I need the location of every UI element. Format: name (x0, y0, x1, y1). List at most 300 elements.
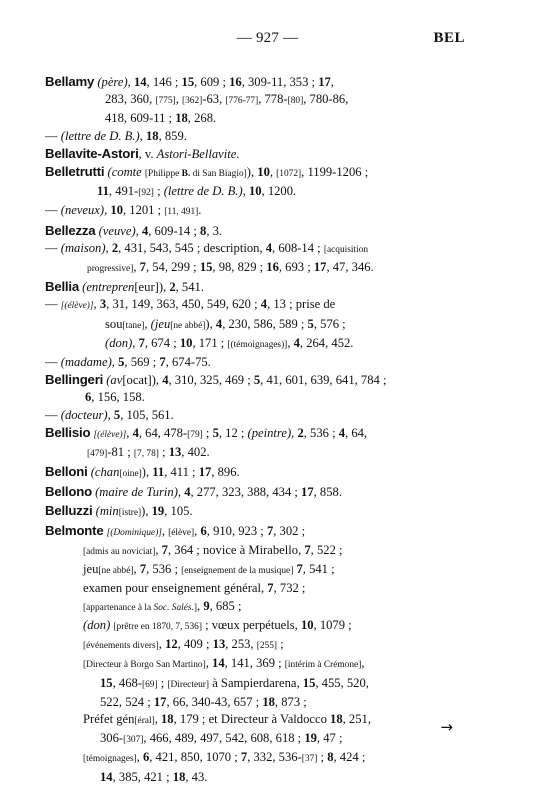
entry-text: , (194, 523, 201, 538)
entry-text: , (205, 656, 213, 671)
entry-text: ; vœux perpétuels, (201, 617, 301, 632)
entry-line (45, 371, 465, 389)
entry-text: , 674-75. (165, 355, 211, 370)
entry-text: 19 (151, 503, 165, 518)
entry-text: [(témoignages)] (227, 339, 288, 350)
entry-text: 5 (118, 355, 125, 370)
entry-text: — (45, 407, 61, 422)
entry-text: 15 (181, 75, 195, 89)
entry-text: 7 (304, 543, 311, 558)
entry-text: 4 (162, 373, 169, 388)
entry-text: 15 (100, 675, 113, 690)
entry-line (45, 145, 465, 163)
entry-text: 4 (338, 425, 346, 440)
entry-text: , (158, 637, 166, 652)
entry-text: [admis au noviciat] (83, 547, 156, 558)
entry-text: , 431, 543, 545 ; description, (118, 240, 266, 255)
index-subentry (45, 240, 465, 278)
entry-text: (maire de Turin), (91, 485, 185, 500)
entry-text: 14 (133, 75, 147, 89)
entry-line (45, 522, 465, 542)
entry-text: [ocat] (122, 373, 152, 388)
entry-text: 7 (267, 581, 274, 596)
entry-text: 16 (229, 75, 242, 89)
entry-text: [appartenance à la (83, 602, 154, 613)
index-entry (45, 502, 465, 522)
entry-text: (neveux), (60, 203, 111, 218)
entry-line (45, 730, 465, 749)
headword: Belloni (45, 464, 88, 480)
index-subentry (45, 354, 465, 371)
entry-text: 7 (139, 562, 147, 577)
entry-text: (peintre), (247, 425, 298, 440)
entry-text: , 64, 478- (138, 425, 188, 440)
index-subentry (45, 202, 465, 221)
entry-text: 10 (248, 184, 262, 199)
entry-line (45, 711, 465, 730)
entry-text: , 146 ; (146, 75, 182, 89)
entry-text: [307] (123, 735, 144, 746)
entry-text: , (154, 711, 161, 726)
entry-text: [oine] (119, 469, 142, 480)
entry-text: 8 (327, 750, 334, 765)
entry-text: , 732 ; (273, 581, 306, 596)
entry-text: , 310, 325, 469 ; (168, 373, 254, 388)
entry-text: 9 (203, 598, 210, 613)
entry-text: , 268. (187, 111, 217, 126)
entry-text: [Directeur] (167, 679, 210, 690)
index-entry (45, 278, 465, 296)
entry-text: , 385, 421 ; (112, 769, 173, 784)
entry-text: , 253, (225, 637, 257, 652)
entry-line (45, 128, 465, 145)
index-subentry (45, 407, 465, 424)
entry-line (45, 769, 465, 786)
entry-text: [479] (87, 449, 108, 460)
entry-line (45, 240, 465, 259)
entry-text: Soc. Salés. (153, 602, 194, 613)
entry-text: , 13 ; prise de (267, 297, 336, 312)
index-entry (45, 145, 465, 163)
entry-line (45, 73, 465, 91)
entry-text: 2 (297, 425, 304, 440)
entry-text: [istre] (118, 507, 142, 518)
entry-text: 13 (168, 445, 182, 460)
entry-text: , 536 ; (303, 425, 339, 440)
entry-text: ), (151, 373, 163, 388)
entry-text: , (161, 523, 169, 538)
entry-text: , 1201 ; (122, 203, 165, 218)
entry-text: , 41, 601, 639, 641, 784 ; (260, 373, 387, 388)
entry-text: , 780-86, (303, 92, 349, 107)
entry-text: ; (157, 675, 168, 690)
entry-text: 17 (313, 260, 327, 275)
entry-text: 5 (253, 373, 261, 388)
entry-text: , 230, 586, 589 ; (222, 316, 308, 331)
entry-text: 3 (99, 297, 107, 312)
entry-text: — (45, 297, 61, 312)
entry-line (45, 110, 465, 127)
index-entry (45, 463, 465, 483)
entry-line (45, 655, 465, 674)
entry-text: , 54, 299 ; (145, 260, 200, 275)
entry-text: , (269, 165, 277, 180)
headword: Bellisio (45, 424, 91, 440)
entry-text: , 421, 850, 1070 ; (149, 750, 241, 765)
entry-text: , (197, 598, 204, 613)
entry-text: , (144, 316, 151, 331)
headword: Bellia (45, 279, 79, 295)
entry-line (45, 163, 465, 183)
entry-text: , 455, 520, (315, 675, 369, 690)
entry-line (45, 483, 465, 501)
entry-text: , (330, 75, 334, 89)
entry-text: 6 (200, 523, 207, 538)
entry-text: [80] (287, 96, 304, 107)
entry-text: 11 (152, 465, 165, 480)
entry-text: 5 (113, 407, 121, 422)
entry-text: , 896. (211, 465, 240, 480)
index-entries (45, 73, 465, 786)
entry-text: , 522 ; (310, 543, 343, 558)
entry-text: 10 (300, 617, 314, 632)
entry-text: , 685 ; (209, 598, 242, 613)
entry-text: , 64, (345, 425, 368, 440)
entry-text: , (175, 92, 182, 107)
entry-text: 13 (212, 637, 226, 652)
index-entry (45, 424, 465, 463)
entry-text: [11, 491] (164, 207, 199, 218)
entry-text: 18 (175, 111, 188, 126)
entry-text: 18 (161, 711, 174, 726)
index-entry (45, 483, 465, 501)
entry-text: (comte (104, 165, 145, 180)
entry-text: , 1079 ; (313, 617, 352, 632)
entry-text: 4 (293, 335, 300, 350)
entry-text: , (361, 656, 365, 671)
entry-text: [Philippe (144, 169, 182, 180)
entry-line (45, 749, 465, 768)
entry-text: jeu (83, 562, 99, 577)
entry-line (45, 444, 465, 463)
entry-text: , 608-14 ; (272, 240, 324, 255)
entry-text: (lettre de D. B.), (163, 184, 249, 199)
entry-text: , 1200. (261, 184, 297, 199)
entry-line (45, 580, 465, 597)
entry-text: Préfet gén (83, 711, 135, 726)
headword: Belmonte (45, 522, 104, 538)
entry-text: 17 (318, 75, 331, 89)
entry-text: [362] (181, 96, 203, 107)
entry-text: [255] (256, 641, 278, 652)
entry-text: 14 (100, 769, 113, 784)
entry-line (45, 335, 465, 354)
entry-text: 7 (139, 260, 146, 275)
entry-text: , 3. (206, 223, 223, 238)
entry-text: , 778- (258, 92, 288, 107)
index-entry (45, 222, 465, 240)
entry-line (45, 407, 465, 424)
entry-text: 18 (172, 769, 186, 784)
entry-text: 6 (85, 390, 92, 405)
entry-line (45, 202, 465, 221)
entry-text: [7, 78] (133, 449, 159, 460)
index-entry (45, 371, 465, 406)
headword: Bellono (45, 484, 92, 500)
entry-line (45, 675, 465, 694)
entry-text: , (155, 543, 162, 558)
entry-text: (madame), (60, 355, 119, 370)
entry-text: [témoignages] (83, 754, 137, 765)
entry-text: 4 (141, 223, 149, 238)
entry-text: , 693 ; (278, 260, 314, 275)
entry-text: (lettre de D. B.), (60, 128, 146, 143)
entry-text: , (126, 425, 133, 440)
entry-text: B. (181, 169, 191, 180)
entry-text: [élève] (168, 527, 195, 538)
entry-line (45, 502, 465, 522)
entry-text: (entrepren (78, 280, 135, 295)
entry-text: [eur] (134, 280, 159, 295)
entry-text: , 674 ; (144, 335, 180, 350)
entry-text: di San Biagio] (190, 169, 247, 180)
entry-text: , 609 ; (194, 75, 230, 89)
entry-text: 306- (100, 731, 124, 746)
entry-text: sou (105, 316, 123, 331)
entry-text: ; (202, 425, 213, 440)
entry-text: -81 ; (107, 445, 134, 460)
entry-text: 19 (304, 731, 317, 746)
entry-text: 17 (301, 485, 314, 500)
entry-text: 4 (265, 240, 273, 255)
entry-text: , 468- (112, 675, 142, 690)
entry-text: , 66, 340-43, 657 ; (166, 694, 263, 709)
entry-text: (père), (97, 75, 134, 89)
entry-line (45, 296, 465, 315)
entry-text: 4 (132, 425, 139, 440)
entry-text: à Sampierdarena, (209, 675, 303, 690)
entry-text: (don) (83, 617, 114, 632)
entry-text: 10 (110, 203, 123, 218)
entry-text: (chan (87, 465, 120, 480)
entry-text: , 105. (164, 503, 193, 518)
running-head: BEL (433, 30, 465, 46)
entry-text: ; (158, 445, 169, 460)
entry-text: 14 (212, 656, 225, 671)
entry-text: [éral] (134, 715, 155, 726)
entry-text: (don), (105, 335, 139, 350)
entry-text: [(élève)] (93, 429, 127, 440)
headword: Belluzzi (45, 502, 93, 518)
entry-text: 10 (179, 335, 193, 350)
entry-text: -63, (202, 92, 226, 107)
entry-text: 18 (262, 694, 275, 709)
entry-text: (docteur), (60, 407, 114, 422)
entry-text: , 569 ; (124, 355, 160, 370)
entry-text: [(élève)] (60, 301, 94, 312)
entry-text: . (198, 203, 202, 218)
entry-text: ), (246, 165, 258, 180)
entry-text: , 171 ; (192, 335, 228, 350)
entry-text: , 156, 158. (91, 390, 145, 405)
entry-text: [intérim à Crémone] (284, 660, 362, 671)
headword: Bellingeri (45, 372, 104, 388)
entry-text: ), (141, 465, 153, 480)
entry-text: 2 (169, 280, 176, 295)
entry-line (45, 278, 465, 296)
entry-text: , 491- (108, 184, 139, 199)
entry-text: 5 (307, 316, 314, 331)
entry-text: (veuve), (95, 223, 142, 238)
entry-text: 522, 524 ; (100, 694, 154, 709)
entry-text: — (45, 203, 61, 218)
entry-text: — (45, 240, 61, 255)
entry-text: , 47, 346. (326, 260, 374, 275)
entry-text: , 264, 452. (299, 335, 354, 350)
headword: Bellezza (45, 222, 96, 238)
entry-text: ), (158, 280, 170, 295)
entry-text: 18 (330, 711, 343, 726)
entry-text: ] (193, 602, 198, 613)
entry-line (45, 91, 465, 110)
entry-text: , 541 ; (302, 562, 335, 577)
entry-text: , 332, 536- (247, 750, 302, 765)
entry-line (45, 183, 465, 202)
entry-text: , 609-14 ; (148, 223, 201, 238)
entry-text: ), (141, 503, 152, 518)
entry-text: 7 (240, 750, 248, 765)
entry-line (45, 424, 465, 444)
headword: Bellamy (45, 74, 95, 89)
entry-text: 7 (266, 523, 274, 538)
entry-text: , 98, 829 ; (212, 260, 267, 275)
index-subentry (45, 296, 465, 354)
entry-line (45, 694, 465, 711)
entry-text: 2 (111, 240, 119, 255)
continuation-arrow-icon: → (440, 718, 453, 736)
entry-text: [776-77] (225, 96, 259, 107)
entry-text: , (133, 562, 140, 577)
entry-text: , (133, 260, 140, 275)
entry-line (45, 542, 465, 561)
entry-text: , 141, 369 ; (224, 656, 285, 671)
entry-text: ; (317, 750, 328, 765)
entry-text: [ne abbé] (170, 320, 206, 331)
entry-text: ; (277, 637, 284, 652)
entry-text: , 402. (181, 445, 210, 460)
entry-text: 11 (97, 184, 109, 199)
entry-text: , 1199-1206 ; (301, 165, 369, 180)
entry-text: [ne abbé] (98, 566, 134, 577)
entry-text: , 873 ; (274, 694, 307, 709)
entry-text: [79] (187, 429, 203, 440)
entry-text: , 859. (158, 128, 187, 143)
entry-text: [acquisition (323, 244, 369, 255)
entry-text: , 12 ; (218, 425, 248, 440)
entry-line (45, 316, 465, 335)
entry-text: , 277, 323, 388, 434 ; (190, 485, 302, 500)
entry-text: , (136, 750, 143, 765)
entry-text: [1072] (276, 169, 302, 180)
entry-text: 15 (199, 260, 213, 275)
entry-line (45, 354, 465, 371)
headword: Bellavite-Astori (45, 145, 139, 161)
entry-line (45, 222, 465, 240)
entry-text: 7 (159, 355, 166, 370)
entry-line (45, 617, 465, 636)
entry-text: , 43. (185, 769, 208, 784)
entry-text: [775] (155, 96, 176, 107)
entry-text: , 309-11, 353 ; (241, 75, 319, 89)
index-entry (45, 73, 465, 128)
entry-text: 16 (266, 260, 279, 275)
index-entry (45, 522, 465, 786)
entry-text: [prêtre en 1870, 7, 536] (113, 621, 202, 632)
entry-text: , 302 ; (273, 523, 306, 538)
page-header (0, 30, 535, 50)
entry-text: (av (103, 373, 123, 388)
entry-text: 17 (198, 465, 212, 480)
entry-text: (min (92, 503, 119, 518)
entry-line (45, 561, 465, 580)
entry-text: 5 (212, 425, 219, 440)
entry-text: , 179 ; et Directeur à Valdocco (173, 711, 331, 726)
entry-text: 4 (215, 316, 223, 331)
index-entry (45, 163, 465, 202)
entry-line (45, 463, 465, 483)
entry-text: , 541. (175, 280, 204, 295)
entry-text: [tane] (122, 320, 145, 331)
entry-text: [92] (138, 188, 154, 199)
entry-text: examen pour enseignement général, (83, 581, 268, 596)
page-number: — 927 — (236, 30, 299, 46)
index-subentry (45, 128, 465, 145)
entry-text: , 576 ; (313, 316, 346, 331)
entry-text: 4 (184, 485, 191, 500)
entry-text: , 105, 561. (120, 407, 174, 422)
entry-text: 12 (165, 637, 178, 652)
entry-text: , 409 ; (177, 637, 213, 652)
entry-text: , 47 ; (316, 731, 343, 746)
entry-text: 7 (161, 543, 168, 558)
headword: Belletrutti (45, 164, 105, 180)
entry-text: 7 (138, 335, 145, 350)
entry-line (45, 389, 465, 406)
entry-text: , 536 ; (146, 562, 182, 577)
entry-text: 7 (296, 562, 303, 577)
entry-text: 4 (260, 297, 268, 312)
entry-text: , 466, 489, 497, 542, 608, 618 ; (143, 731, 305, 746)
entry-text: , v. (138, 146, 157, 161)
entry-text: [événements divers] (83, 641, 159, 652)
entry-text: , 910, 923 ; (206, 523, 267, 538)
entry-text: 17 (153, 694, 167, 709)
entry-text: , 251, (342, 711, 371, 726)
entry-text: Astori-Bellavite. (156, 146, 240, 161)
entry-text: [37] (301, 754, 318, 765)
entry-text: (jeu (150, 316, 171, 331)
entry-text: , 31, 149, 363, 450, 549, 620 ; (106, 297, 261, 312)
entry-text: (maison), (60, 240, 112, 255)
entry-text: 6 (142, 750, 150, 765)
entry-text: 10 (257, 165, 270, 180)
entry-text: , 411 ; (164, 465, 199, 480)
entry-line (45, 259, 465, 278)
entry-text: 418, 609-11 ; (105, 111, 176, 126)
entry-text: [(Dominique)] (106, 527, 162, 538)
entry-text: — (45, 128, 61, 143)
entry-text: 8 (200, 223, 207, 238)
